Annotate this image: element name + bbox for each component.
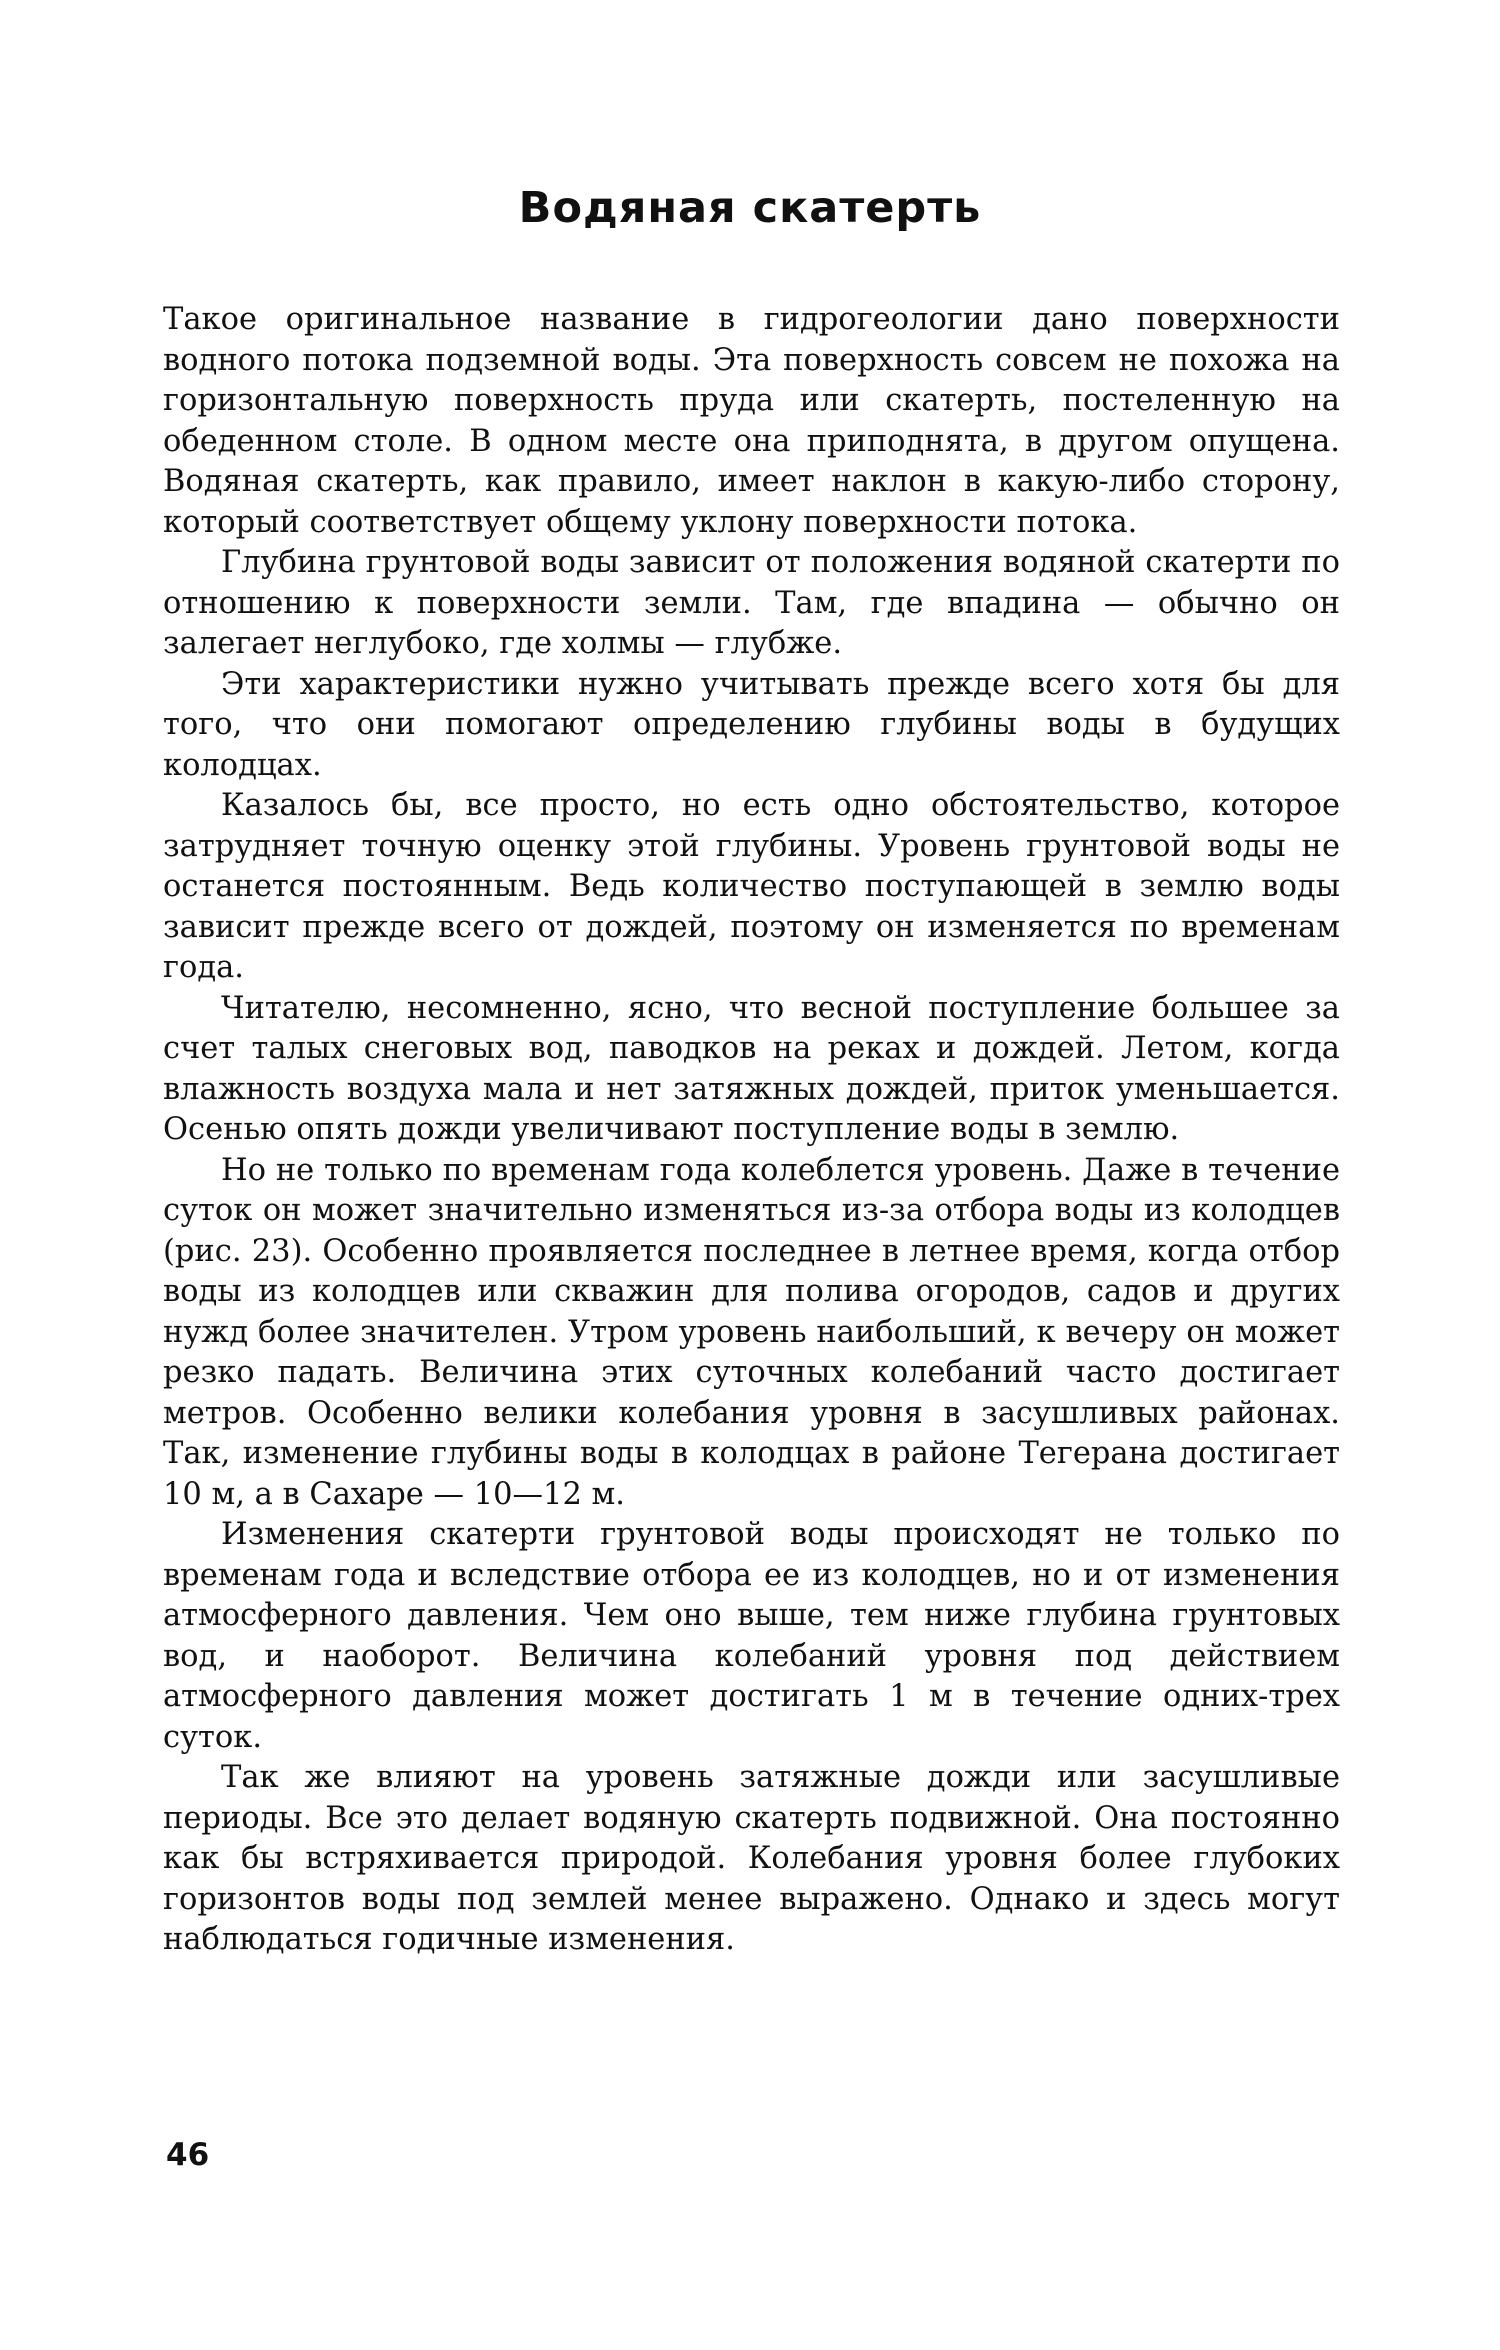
page-number: 46 xyxy=(166,2137,210,2173)
paragraph: Так же влияют на уровень затяжные дожди или засушливые периоды. Все это делает водяную скатерть подвижной. Она постоянно как бы встряхивается природой. Колебания уровня более глубоких горизонтов воды под землей менее выражено. Однако и здесь могут наблюдаться годичные изменения. xyxy=(163,1760,1340,1957)
paragraph: Но не только по временам года колеблется уровень. Даже в течение суток он может значительно изменяться из-за отбора воды из колодцев (рис. 23). Особенно проявляется последнее в летнее время, когда отбор воды из колодцев или скважин для полива огородов, садов и других нужд более значителен. Утром уровень наибольший, к вечеру он может резко падать. Величина этих суточных колебаний часто достигает метров. Особенно велики колебания уровня в засушливых районах. Так, изменение глубины воды в колодцах в районе Тегерана достигает 10 м, а в Сахаре — 10—12 м. xyxy=(163,1152,1340,1512)
paragraph: Казалось бы, все просто, но есть одно обстоятельство, которое затрудняет точную оценку этой глубины. Уровень грунтовой воды не останется постоянным. Ведь количество поступающей в землю воды зависит прежде всего от дождей, поэтому он изменяется по временам года. xyxy=(163,788,1340,985)
paragraph: Глубина грунтовой воды зависит от положения водяной скатерти по отношению к поверхности земли. Там, где впадина — обычно он залегает неглубоко, где холмы — глубже. xyxy=(163,545,1340,661)
body-text xyxy=(163,300,1340,1961)
paragraph: Эти характеристики нужно учитывать прежде всего хотя бы для того, что они помогают определению глубины воды в будущих колодцах. xyxy=(163,666,1340,783)
paragraph: Такое оригинальное название в гидрогеологии дано поверхности водного потока подземной воды. Эта поверхность совсем не похожа на горизонтальную поверхность пруда или скатерть, постеленную на обеденном столе. В одном месте она приподнята, в другом опущена. Водяная скатерть, как правило, имеет наклон в какую-либо сторону, который соответствует общему уклону поверхности потока. xyxy=(163,302,1340,540)
page-title: Водяная скатерть xyxy=(518,183,982,233)
paragraph: Изменения скатерти грунтовой воды происходят не только по временам года и вследствие отбора ее из колодцев, но и от изменения атмосферного давления. Чем оно выше, тем ниже глубина грунтовых вод, и наоборот. Величина колебаний уровня под действием атмосферного давления может достигать 1 м в течение одних-трех суток. xyxy=(163,1517,1340,1755)
paragraph: Читателю, несомненно, ясно, что весной поступление большее за счет талых снеговых вод, паводков на реках и дождей. Летом, когда влажность воздуха мала и нет затяжных дождей, приток уменьшается. Осенью опять дожди увеличивают поступление воды в землю. xyxy=(163,990,1340,1147)
